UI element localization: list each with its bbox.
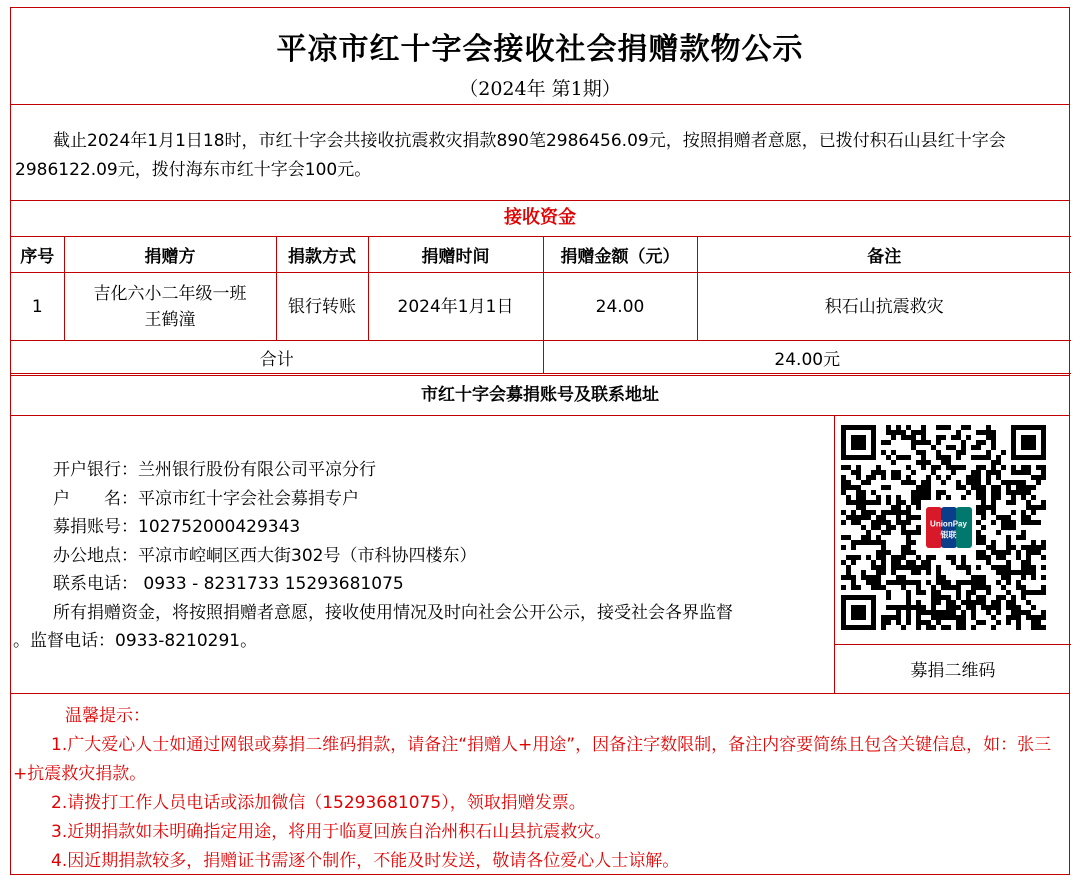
qr-finder-pattern	[844, 598, 874, 628]
unionpay-logo-text-cn: 银联	[940, 530, 957, 540]
section-title: 接收资金	[11, 200, 1069, 236]
header-method: 捐款方式	[276, 237, 368, 273]
header-no: 序号	[11, 237, 64, 273]
page-title: 平凉市红十字会接收社会捐赠款物公示	[276, 32, 804, 67]
qr-panel	[834, 416, 1071, 694]
unionpay-logo-icon	[924, 503, 973, 552]
header-date: 捐赠时间	[368, 237, 543, 273]
account-name-line: 户 名：平凉市红十字会社会募捐专户	[53, 488, 359, 509]
header-note: 备注	[697, 237, 1071, 273]
cell-donor	[64, 273, 276, 341]
total-value: 24.00元	[543, 341, 1071, 374]
bank-line: 开户银行：兰州银行股份有限公司平凉分行	[53, 460, 376, 480]
supervision-phone: 。监督电话：0933-8210291。	[13, 631, 258, 651]
note-item-3: 3.近期捐款如未明确指定用途，将用于临夏回族自治州积石山县抗震救灾。	[51, 822, 612, 842]
issue-number: （2024年 第1期）	[459, 78, 621, 100]
header-donor: 捐赠方	[64, 237, 276, 273]
qr-finder-pattern	[1014, 428, 1044, 458]
cell-donor-line2: 王鹤潼	[144, 309, 196, 330]
notes-heading: 温馨提示：	[65, 706, 150, 726]
account-block	[11, 415, 1069, 693]
qr-caption: 募捐二维码	[910, 661, 996, 681]
donation-qr-code[interactable]	[835, 421, 1072, 641]
notice-sheet	[10, 7, 1070, 875]
cell-amount: 24.00	[543, 273, 697, 341]
total-row	[11, 341, 1071, 374]
donation-table	[11, 236, 1071, 374]
intro-block	[11, 104, 1069, 200]
note-item-1: 1.广大爱心人士如通过网银或募捐二维码捐款，请备注“捐赠人+用途”，因备注字数限制，备注内容要简练且包含关键信息，如：张三+抗震救灾捐款。	[13, 735, 1052, 784]
account-info	[11, 456, 831, 656]
office-address-line: 办公地点：平凉市崆峒区西大街302号（市科协四楼东）	[53, 545, 477, 566]
note-item-2: 2.请拨打工作人员电话或添加微信（15293681075），领取捐赠发票。	[51, 793, 586, 813]
header-amount: 捐赠金额（元）	[543, 237, 697, 273]
unionpay-logo-text: UnionPay	[930, 519, 967, 529]
total-label: 合计	[11, 341, 543, 374]
qr-divider	[835, 644, 1071, 645]
notes-block	[11, 693, 1069, 876]
supervision-text: 所有捐赠资金，将按照捐赠者意愿，接收使用情况及时向社会公开公示，接受社会各界监督	[53, 602, 733, 623]
cell-method: 银行转账	[276, 273, 368, 341]
account-number-line: 募捐账号：102752000429343	[53, 517, 301, 537]
note-item-4: 4.因近期捐款较多，捐赠证书需逐个制作，不能及时发送，敬请各位爱心人士谅解。	[51, 851, 680, 871]
title-block	[11, 8, 1069, 104]
intro-text: 截止2024年1月1日18时，市红十字会共接收抗震救灾捐款890笔2986456.09元，按照捐赠者意愿，已拨付积石山县红十字会2986122.09元，拨付海东市红十字会100元。	[15, 131, 1006, 180]
qr-finder-pattern	[844, 428, 874, 458]
cell-donor-line1: 吉化六小二年级一班	[93, 283, 247, 304]
account-heading: 市红十字会募捐账号及联系地址	[11, 375, 1069, 415]
table-header-row	[11, 237, 1071, 273]
cell-note: 积石山抗震救灾	[697, 273, 1071, 341]
cell-date: 2024年1月1日	[368, 273, 543, 341]
table-row	[11, 273, 1071, 341]
cell-no: 1	[11, 273, 64, 341]
contact-phone-line: 联系电话： 0933 - 8231733 15293681075	[53, 574, 404, 594]
